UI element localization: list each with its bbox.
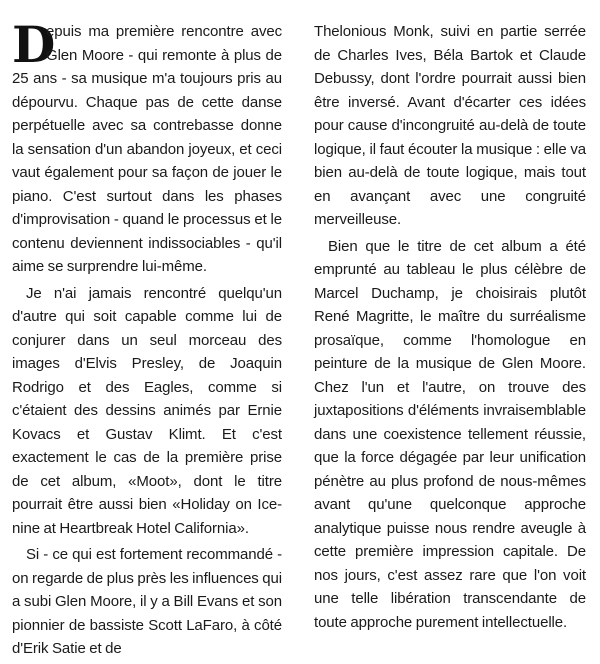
paragraph-4 (314, 20, 586, 232)
paragraph-3 (12, 543, 282, 661)
paragraph-5 (314, 235, 586, 635)
paragraph-3-text: Si - ce qui est fortement recommandé - on regarde de plus près les influences qui a subi Glen Moore, il y a Bill Evans et son pionnier de bassiste Scott LaFaro, à côté d'Erik Satie et de (12, 546, 282, 657)
paragraph-2 (12, 282, 282, 541)
paragraph-1-text: epuis ma première rencontre avec Glen Moore - qui remonte à plus de 25 ans - sa musique m'a toujours pris au dépourvu. Chaque pas de cette danse perpétuelle avec sa contrebasse donne la sensation d'un abandon joyeux, et ceci vaut également pour sa façon de jouer le piano. C'est surtout dans les phases d'improvisation - quand le processus et le contenu deviennent indissociables - qu'il aime se surprendre lui-même. (12, 23, 282, 275)
right-column (314, 20, 586, 637)
paragraph-5-text: Bien que le titre de cet album a été emprunté au tableau le plus célèbre de Marcel Duchamp, je choisirais plutôt René Magritte, le maître du surréalisme prosaïque, comme l'homologue en peinture de la musique de Glen Moore. Chez l'un et l'autre, on trouve des juxtapositions d'éléments invraisemblable dans une coexistence tellement réussie, que la force dégagée par leur unification pénètre au plus profond de nous-mêmes avant qu'une quelconque approche analytique puisse nous rendre aveugle à cette première impression capitale. De nos jours, c'est assez rare que l'on voit une telle libération transcendante de toute approche purement intellectuelle. (314, 237, 586, 631)
paragraph-1 (12, 15, 282, 279)
paragraph-4-text: Thelonious Monk, suivi en partie serrée de Charles Ives, Béla Bartok et Claude Debussy, dont l'ordre pourrait aussi bien être inversé. Avant d'écarter ces idées pour cause d'incongruité au-delà de toute logique, il faut écouter la musique : elle va bien au-delà de toute logique, mais tout en avançant avec une congruité merveilleuse. (314, 23, 586, 228)
left-column (12, 15, 282, 664)
paragraph-2-text: Je n'ai jamais rencontré quelqu'un d'autre qui soit capable comme lui de conjurer dans un seul morceau des images d'Elvis Presley, de Joaquin Rodrigo et des Eagles, comme si c'étaient des dessins animés par Ernie Kovacs et Gustav Klimt. Et c'est exactement le cas de la première prise de cet album, «Moot», dont le titre pourrait être aussi bien «Holiday on Ice-nine at Heartbreak Hotel California». (12, 284, 282, 537)
drop-cap: D (12, 15, 56, 74)
